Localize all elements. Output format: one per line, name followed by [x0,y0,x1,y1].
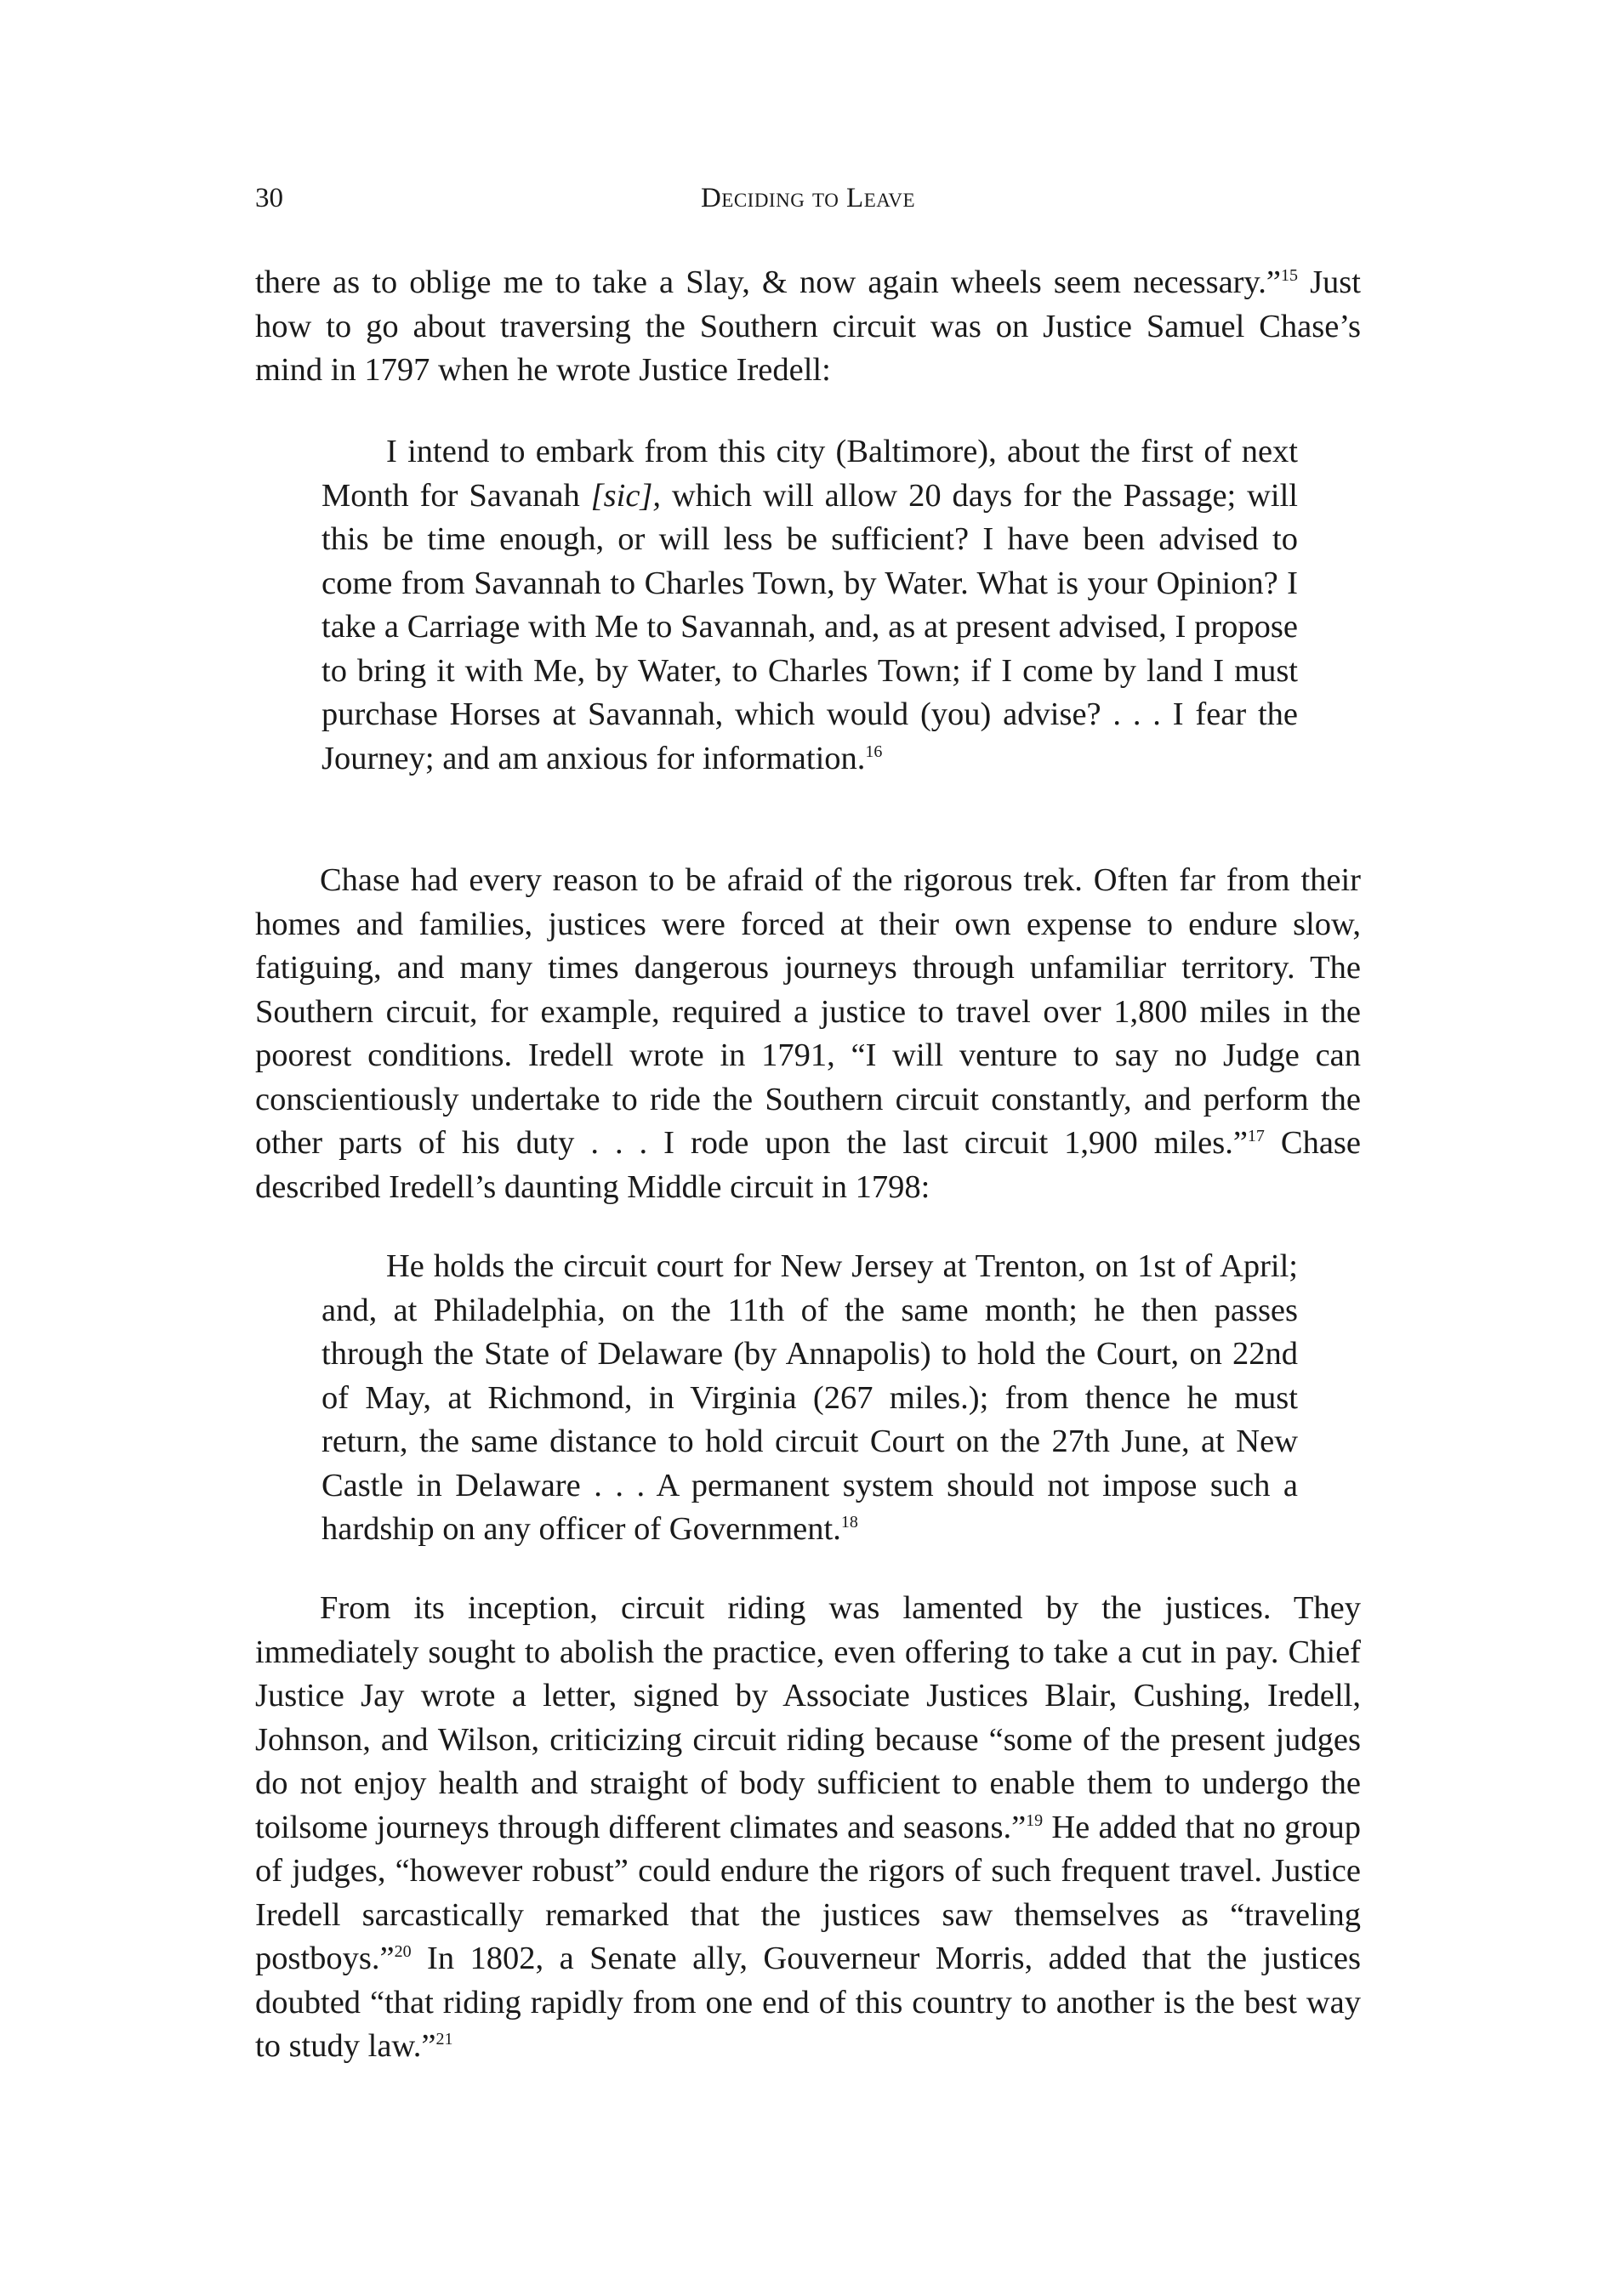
footnote-ref-19: 19 [1026,1810,1044,1830]
paragraph-3-text-c: In 1802, a Senate ally, Gouverneur Morris, added that the justices doubted “that riding rapidly from one end of this country to another is the best way to study law.” [255,1941,1361,2064]
paragraph-1-text-b: Just how to go about traversing the Southern circuit was on Justice Samuel Chase’s mind in 1797 when he wrote Justice Iredell: [255,264,1361,388]
footnote-ref-15: 15 [1280,266,1298,286]
footnote-ref-17: 17 [1247,1127,1265,1146]
paragraph-1 [255,261,1361,393]
running-title: Deciding to Leave [700,183,916,213]
footnote-ref-16: 16 [865,742,883,761]
paragraph-3-text-a: From its inception, circuit riding was lamented by the justices. They immediately sought to abolish the practice, even offering to take a cut in pay. Chief Justice Jay wrote a letter, signed by Associate Justices Blair, Cushing, Iredell, Johnson, and Wilson, criticizing circuit riding because “some of the present judges do not enjoy health and straight of body sufficient to enable them to undergo the toilsome journeys through different climates and seasons.” [255,1590,1361,1845]
paragraph-2-text-b: Chase described Iredell’s daunting Middle circuit in 1798: [255,1125,1361,1205]
footnote-ref-21: 21 [435,2030,453,2049]
paragraph-3 [255,1587,1361,2069]
paragraph-1-text-a: there as to oblige me to take a Slay, & now again wheels seem necessary.” [255,264,1281,300]
paragraph-3-text-b: He added that no group of judges, “however robust” could endure the rigors of such frequent travel. Justice Iredell sarcastically remarked that the justices saw themselves as “traveling postboys.” [255,1809,1362,1976]
block-quote-1-text-a: I intend to embark from this city (Baltimore), about the first of next Month for Savanah [321,434,1298,514]
block-quote-2 [321,1245,1298,1552]
page-number: 30 [255,183,283,213]
paragraph-2 [255,859,1361,1209]
sic-note: [sic], [590,477,662,514]
block-quote-1-text-b: which will allow 20 days for the Passage; will this be time enough, or will less be sufficient? I have been advised to come from Savannah to Charles Town, by Water. What is your Opinion? I take a Carriage with Me to Savannah, and, as at present advised, I propose to bring it with Me, by Water, to Charles Town; if I come by land I must purchase Horses at Savannah, which would (you) advise? . . . I fear the Journey; and am anxious for information. [321,477,1299,776]
running-head [255,177,1361,219]
block-quote-2-text: He holds the circuit court for New Jersey at Trenton, on 1st of April; and, at Philadelphia, on the 11th of the same month; he then passes through the State of Delaware (by Annapolis) to hold the Court, on 22nd of May, at Richmond, in Virginia (267 miles.); from thence he must return, the same distance to hold circuit Court on the 27th June, at New Castle in Delaware . . . A permanent system should not impose such a hardship on any officer of Government. [321,1248,1298,1547]
paragraph-2-text-a: Chase had every reason to be afraid of the rigorous trek. Often far from their homes and families, justices were forced at their own expense to endure slow, fatiguing, and many times dangerous journeys through unfamiliar territory. The Southern circuit, for example, required a justice to travel over 1,800 miles in the poorest conditions. Iredell wrote in 1791, “I will venture to say no Judge can conscientiously undertake to ride the Southern circuit constantly, and perform the other parts of his duty . . . I rode upon the last circuit 1,900 miles.” [255,862,1361,1161]
footnote-ref-20: 20 [394,1942,412,1962]
footnote-ref-18: 18 [840,1513,858,1532]
block-quote-1 [321,430,1298,781]
